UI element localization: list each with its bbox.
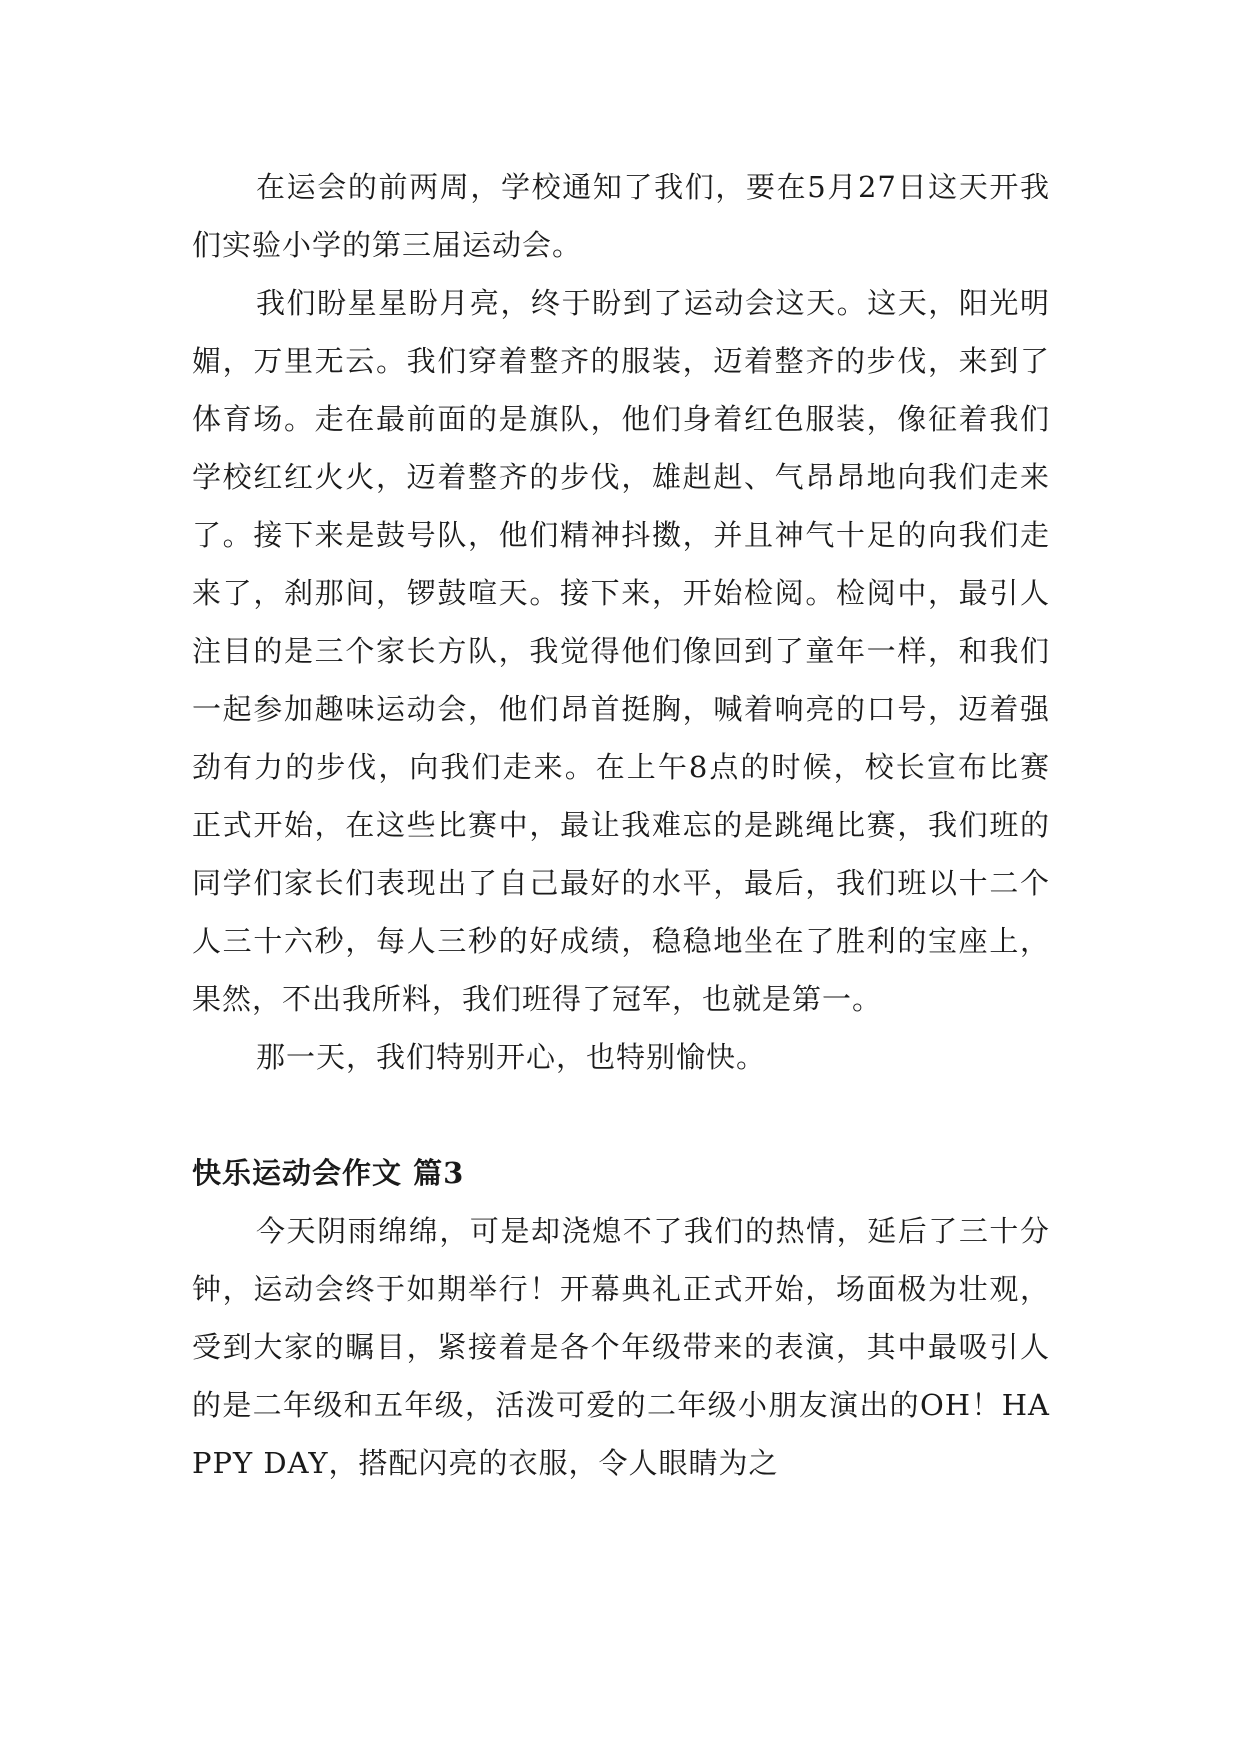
paragraph-4: 今天阴雨绵绵，可是却浇熄不了我们的热情，延后了三十分钟，运动会终于如期举行！开幕典礼正式开始，场面极为壮观，受到大家的瞩目，紧接着是各个年级带来的表演，其中最吸引人的是二年级和五年级，活泼可爱的二年级小朋友演出的OH！HAPPY DAY，搭配闪亮的衣服，令人眼睛为之 (192, 1214, 1050, 1480)
paragraph-1: 在运会的前两周，学校通知了我们，要在5月27日这天开我们实验小学的第三届运动会。 (192, 170, 1050, 262)
paragraph-2: 我们盼星星盼月亮，终于盼到了运动会这天。这天，阳光明媚，万里无云。我们穿着整齐的服装，迈着整齐的步伐，来到了体育场。走在最前面的是旗队，他们身着红色服装，像征着我们学校红红火火，迈着整齐的步伐，雄赳赳、气昂昂地向我们走来了。接下来是鼓号队，他们精神抖擞，并且神气十足的向我们走来了，刹那间，锣鼓喧天。接下来，开始检阅。检阅中，最引人注目的是三个家长方队，我觉得他们像回到了童年一样，和我们一起参加趣味运动会，他们昂首挺胸，喊着响亮的口号，迈着强劲有力的步伐，向我们走来。在上午8点的时候，校长宣布比赛正式开始，在这些比赛中，最让我难忘的是跳绳比赛，我们班的同学们家长们表现出了自己最好的水平，最后，我们班以十二个人三十六秒，每人三秒的好成绩，稳稳地坐在了胜利的宝座上，果然，不出我所料，我们班得了冠军，也就是第一。 (192, 286, 1050, 1016)
section-heading: 快乐运动会作文 篇3 (192, 1156, 465, 1190)
document-page (192, 158, 1050, 1492)
paragraph-3: 那一天，我们特别开心，也特别愉快。 (256, 1040, 767, 1074)
